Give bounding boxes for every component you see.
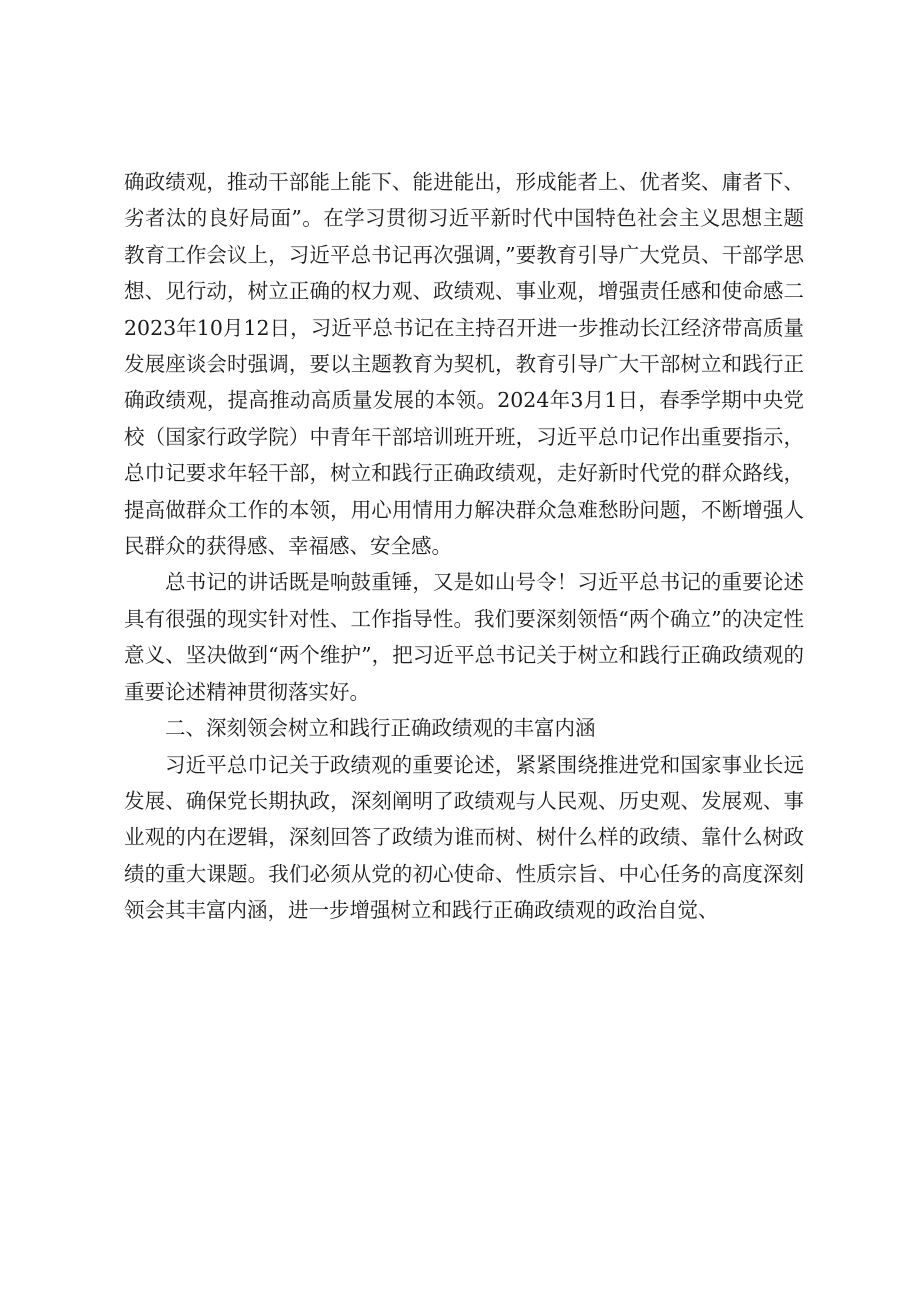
paragraph-speech-significance: 总书记的讲话既是响鼓重锤，又是如山号令！习近平总书记的重要论述具有很强的现实针对性、工作指导性。我们要深刻领悟“两个确立”的决定性意义、坚决做到“两个维护”，把习近平总书记关于树立和践行正确政绩观的重要论述精神贯彻落实好。 — [124, 570, 804, 704]
paragraph-continuation: 确政绩观，推动干部能上能下、能进能出，形成能者上、优者奖、庸者下、劣者汰的良好局面”。在学习贯彻习近平新时代中国特色社会主义思想主题教育工作会议上，习近平总书记再次强调，”要教育引导广大党员、干部学思想、见行动，树立正确的权力观、政绩观、事业观，增强责任感和使命感二2023年10月12日，习近平总书记在主持召开进一步推动长江经济带高质量发展座谈会时强调，要以主题教育为契机，教育引导广大干部树立和践行正确政绩观，提高推动高质量发展的本领。2024年3月1日，春季学期中央党校（国家行政学院）中青年干部培训班开班，习近平总巾记作出重要指示，总巾记要求年轻干部，树立和践行正确政绩观，走好新时代党的群众路线，提高做群众工作的本领，用心用情用力解决群众急难愁盼问题，不断增强人民群众的获得感、幸福感、安全感。 — [124, 170, 804, 559]
paragraph-rich-connotation: 习近平总巾记关于政绩观的重要论述，紧紧围绕推进党和国家事业长远发展、确保党长期执政，深刻阐明了政绩观与人民观、历史观、发展观、事业观的内在逻辑，深刻回答了政绩为谁而树、树什么样的政绩、靠什么树政绩的重大课题。我们必须从党的初心使命、性质宗旨、中心任务的高度深刻领会其丰富内涵，进一步增强树立和践行正确政绩观的政治自觉、 — [124, 752, 804, 923]
document-body — [124, 164, 804, 929]
section-heading: 二、深刻领会树立和践行正确政绩观的丰富内涵 — [165, 716, 596, 741]
